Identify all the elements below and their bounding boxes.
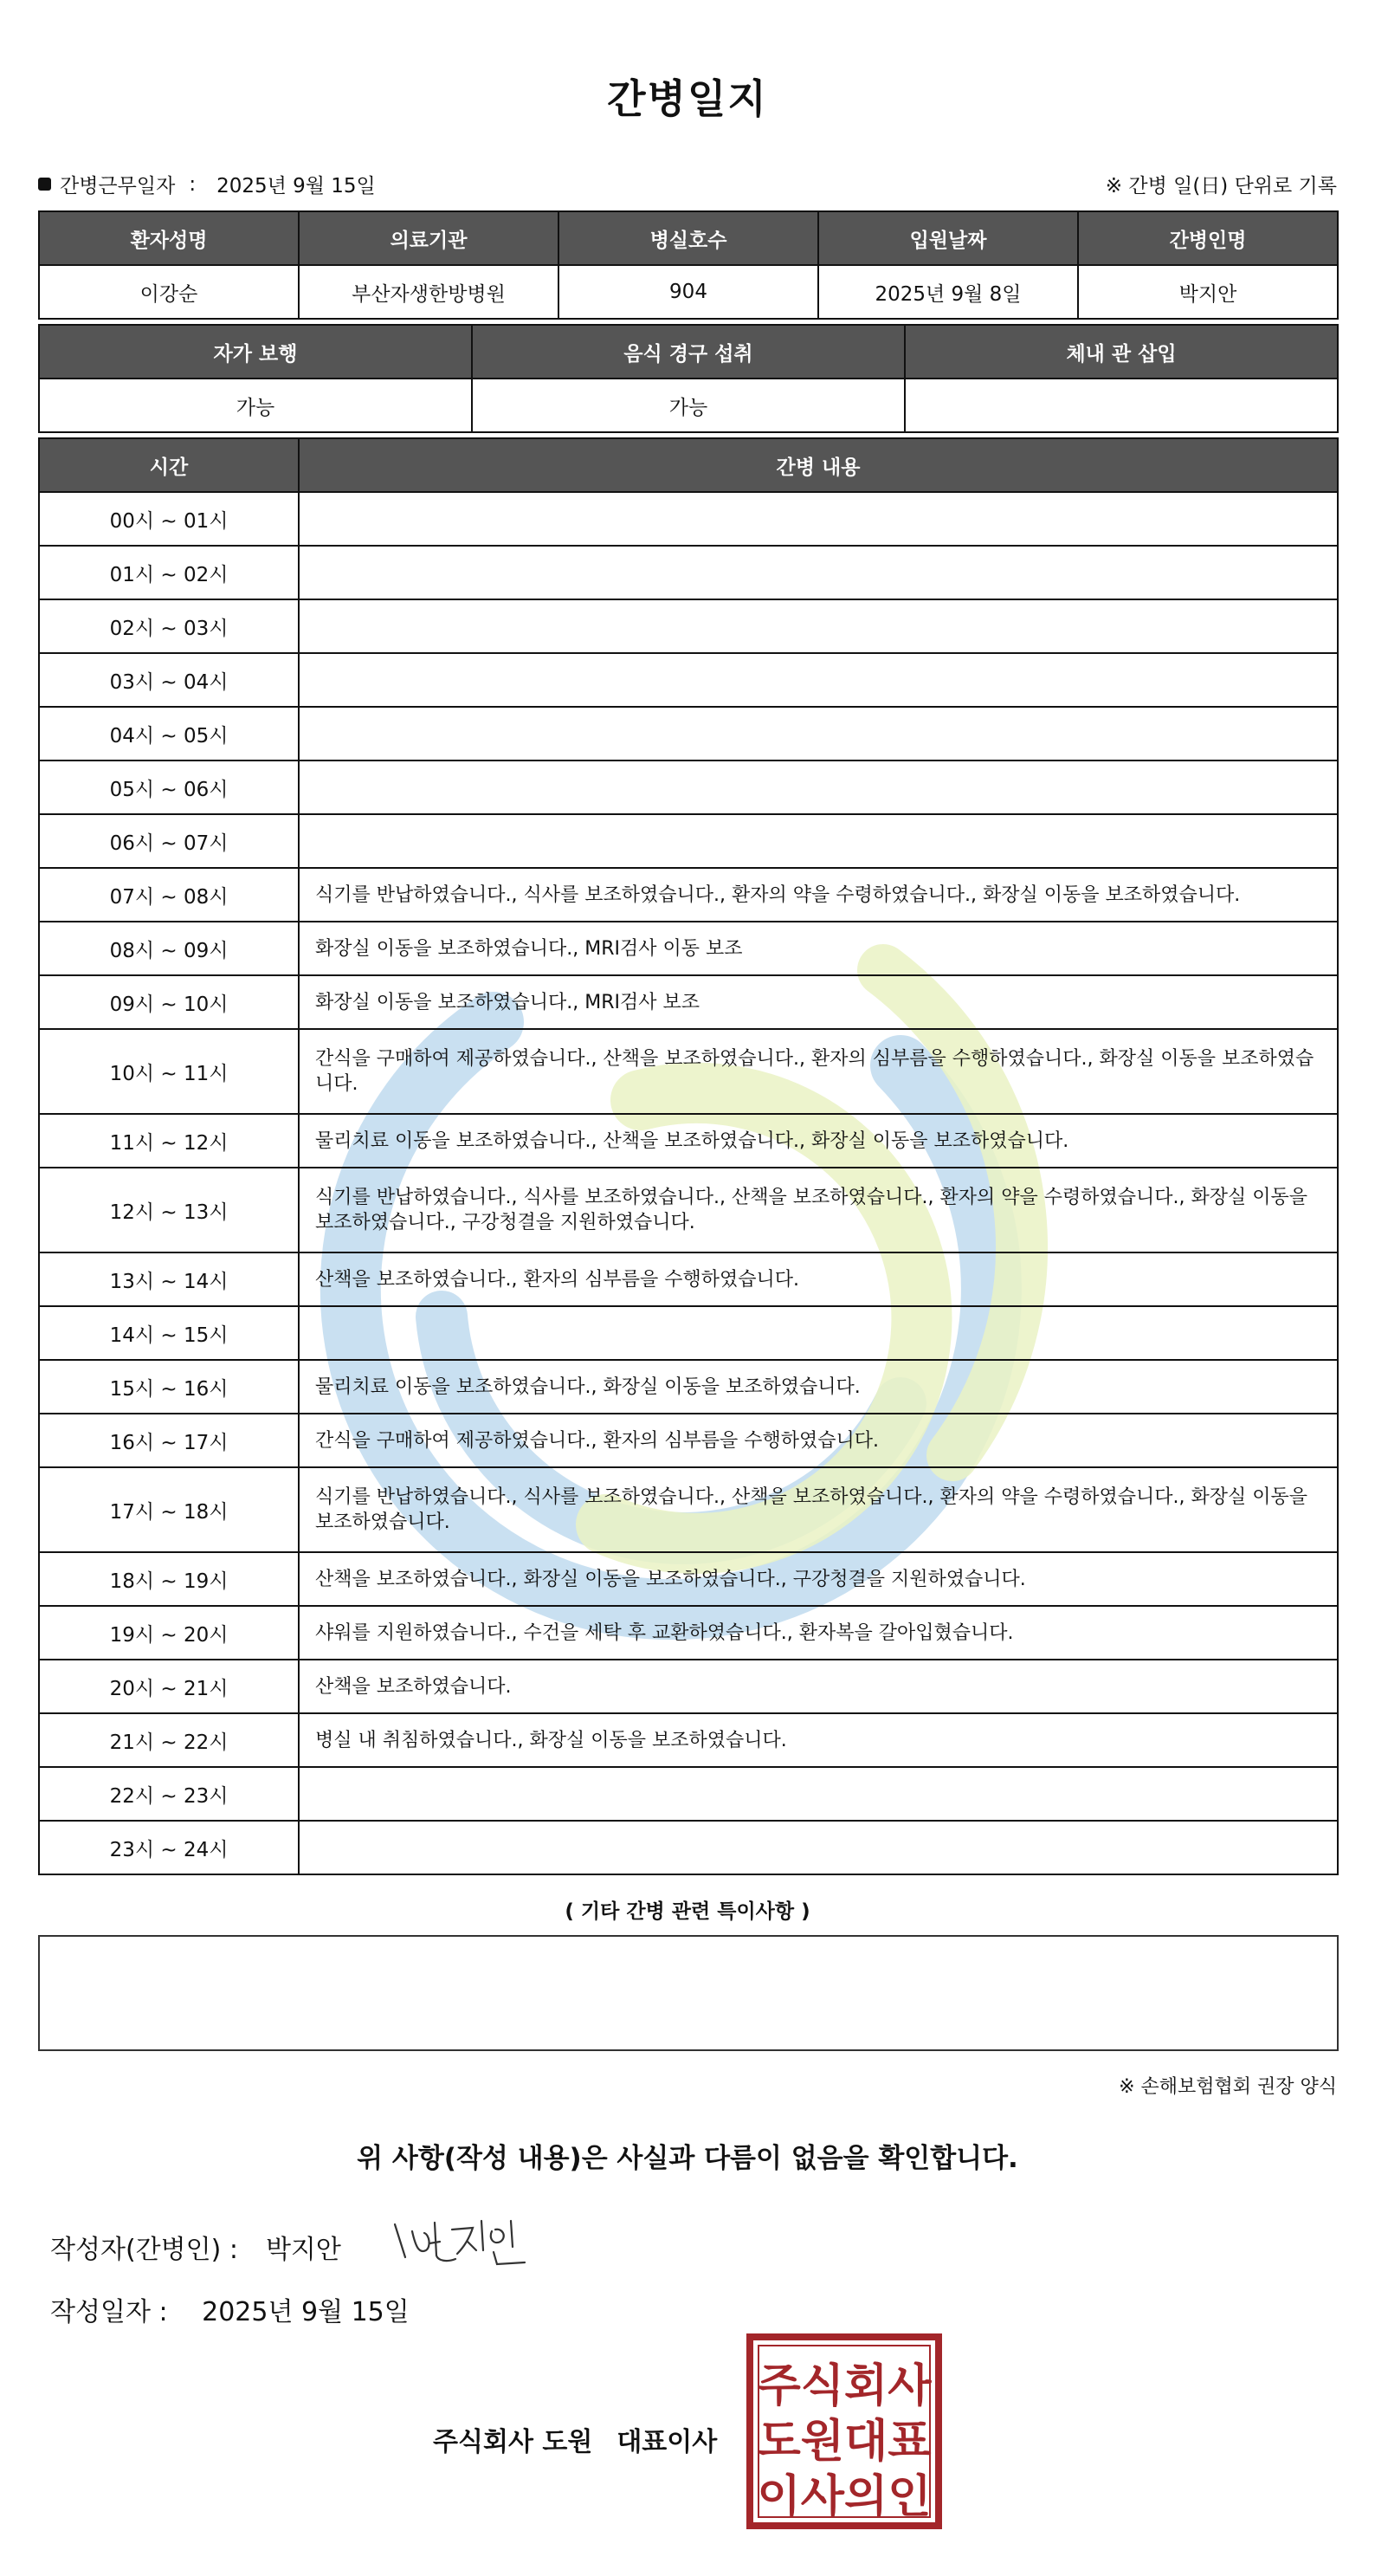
- table-row: [39, 1114, 1338, 1168]
- table-row: [39, 761, 1338, 814]
- time-cell: 12시 ~ 13시: [39, 1168, 299, 1252]
- table-row: [39, 1168, 1338, 1252]
- care-log-header-row: [39, 438, 1338, 492]
- care-log-table: [38, 437, 1339, 1875]
- header-oral-intake: 음식 경구 섭취: [472, 325, 905, 379]
- header-hospital: 의료기관: [299, 211, 558, 265]
- table-row: [39, 1821, 1338, 1874]
- content-cell: 산책을 보조하였습니다.: [299, 1660, 1338, 1713]
- time-cell: 16시 ~ 17시: [39, 1414, 299, 1467]
- content-cell: [299, 546, 1338, 599]
- content-cell: 간식을 구매하여 제공하였습니다., 산책을 보조하였습니다., 환자의 심부름을 수행하였습니다., 화장실 이동을 보조하였습니다.: [299, 1029, 1338, 1114]
- time-cell: 18시 ~ 19시: [39, 1552, 299, 1606]
- patient-info-value-row: [39, 265, 1338, 319]
- content-cell: 화장실 이동을 보조하였습니다., MRI검사 이동 보조: [299, 922, 1338, 975]
- content-cell: 물리치료 이동을 보조하였습니다., 산책을 보조하였습니다., 화장실 이동을 보조하였습니다.: [299, 1114, 1338, 1168]
- company-signature-line: [433, 2420, 717, 2458]
- content-cell: [299, 761, 1338, 814]
- seal-line-3: 이사의인: [757, 2471, 932, 2523]
- seal-line-2: 도원대표: [757, 2416, 932, 2468]
- header-tube-insertion: 체내 관 삽입: [905, 325, 1338, 379]
- time-cell: 14시 ~ 15시: [39, 1306, 299, 1360]
- handwritten-signature-icon: [386, 2212, 533, 2273]
- patient-info-table: [38, 210, 1339, 320]
- seal-line-1: 주식회사: [757, 2360, 932, 2412]
- header-self-walking: 자가 보행: [39, 325, 472, 379]
- table-row: [39, 653, 1338, 707]
- content-cell: 식기를 반납하였습니다., 식사를 보조하였습니다., 산책을 보조하였습니다., 환자의 약을 수령하였습니다., 화장실 이동을 보조하였습니다., 구강청결을 지원하였습니다.: [299, 1168, 1338, 1252]
- caregiver-name: 박지안: [1078, 265, 1338, 319]
- work-date-value: 2025년 9월 15일: [216, 175, 376, 197]
- table-row: [39, 1606, 1338, 1660]
- written-date-row: [50, 2290, 410, 2328]
- status-value-row: [39, 379, 1338, 432]
- patient-info-header-row: [39, 211, 1338, 265]
- table-row: [39, 975, 1338, 1029]
- admission-date: 2025년 9월 8일: [818, 265, 1078, 319]
- table-row: [39, 1360, 1338, 1414]
- company-seal-icon: [746, 2333, 942, 2529]
- time-cell: 06시 ~ 07시: [39, 814, 299, 868]
- content-cell: 식기를 반납하였습니다., 식사를 보조하였습니다., 환자의 약을 수령하였습니다., 화장실 이동을 보조하였습니다.: [299, 868, 1338, 922]
- table-row: [39, 1414, 1338, 1467]
- time-cell: 22시 ~ 23시: [39, 1767, 299, 1821]
- page-title: 간병일지: [607, 75, 768, 122]
- header-admission-date: 입원날짜: [818, 211, 1078, 265]
- company-title: 대표이사: [616, 2427, 718, 2457]
- table-row: [39, 1252, 1338, 1306]
- content-cell: 산책을 보조하였습니다., 화장실 이동을 보조하였습니다., 구강청결을 지원하였습니다.: [299, 1552, 1338, 1606]
- room-number: 904: [558, 265, 818, 319]
- time-cell: 00시 ~ 01시: [39, 492, 299, 546]
- table-row: [39, 492, 1338, 546]
- content-cell: [299, 1767, 1338, 1821]
- time-cell: 05시 ~ 06시: [39, 761, 299, 814]
- company-name: 주식회사 도원: [433, 2427, 593, 2457]
- content-cell: [299, 492, 1338, 546]
- content-cell: [299, 653, 1338, 707]
- table-row: [39, 922, 1338, 975]
- work-date-row: [38, 170, 376, 198]
- time-cell: 15시 ~ 16시: [39, 1360, 299, 1414]
- confirmation-statement: 위 사항(작성 내용)은 사실과 다름이 없음을 확인합니다.: [357, 2143, 1018, 2174]
- time-cell: 07시 ~ 08시: [39, 868, 299, 922]
- patient-name: 이강순: [39, 265, 299, 319]
- time-cell: 01시 ~ 02시: [39, 546, 299, 599]
- content-cell: 산책을 보조하였습니다., 환자의 심부름을 수행하였습니다.: [299, 1252, 1338, 1306]
- content-cell: 식기를 반납하였습니다., 식사를 보조하였습니다., 산책을 보조하였습니다., 환자의 약을 수령하였습니다., 화장실 이동을 보조하였습니다.: [299, 1467, 1338, 1552]
- time-cell: 10시 ~ 11시: [39, 1029, 299, 1114]
- table-row: [39, 1713, 1338, 1767]
- hospital-name: 부산자생한방병원: [299, 265, 558, 319]
- table-row: [39, 1552, 1338, 1606]
- time-cell: 23시 ~ 24시: [39, 1821, 299, 1874]
- author-label: 작성자(간병인) :: [50, 2235, 238, 2265]
- time-cell: 19시 ~ 20시: [39, 1606, 299, 1660]
- tube-insertion-value: [905, 379, 1338, 432]
- unit-note: ※ 간병 일(日) 단위로 기록: [1105, 175, 1337, 197]
- time-cell: 11시 ~ 12시: [39, 1114, 299, 1168]
- time-cell: 17시 ~ 18시: [39, 1467, 299, 1552]
- header-room-number: 병실호수: [558, 211, 818, 265]
- table-row: [39, 1467, 1338, 1552]
- work-date-separator: :: [189, 172, 197, 196]
- header-time: 시간: [39, 438, 299, 492]
- author-name: 박지안: [265, 2235, 341, 2265]
- written-date-value: 2025년 9월 15일: [202, 2297, 410, 2327]
- time-cell: 13시 ~ 14시: [39, 1252, 299, 1306]
- table-row: [39, 868, 1338, 922]
- care-log-body: [39, 492, 1338, 1874]
- square-bullet-icon: [38, 178, 51, 191]
- content-cell: [299, 814, 1338, 868]
- self-walking-value: 가능: [39, 379, 472, 432]
- table-row: [39, 1660, 1338, 1713]
- time-cell: 02시 ~ 03시: [39, 599, 299, 653]
- table-row: [39, 1029, 1338, 1114]
- time-cell: 08시 ~ 09시: [39, 922, 299, 975]
- time-cell: 03시 ~ 04시: [39, 653, 299, 707]
- insurance-note: ※ 손해보험협회 권장 양식: [1119, 2076, 1337, 2098]
- header-care-content: 간병 내용: [299, 438, 1338, 492]
- content-cell: 간식을 구매하여 제공하였습니다., 환자의 심부름을 수행하였습니다.: [299, 1414, 1338, 1467]
- special-notes-box: [38, 1935, 1339, 2051]
- content-cell: [299, 1306, 1338, 1360]
- time-cell: 20시 ~ 21시: [39, 1660, 299, 1713]
- time-cell: 04시 ~ 05시: [39, 707, 299, 761]
- content-cell: 화장실 이동을 보조하였습니다., MRI검사 보조: [299, 975, 1338, 1029]
- patient-status-table: [38, 324, 1339, 433]
- table-row: [39, 1306, 1338, 1360]
- content-cell: [299, 707, 1338, 761]
- table-row: [39, 599, 1338, 653]
- author-row: [50, 2228, 341, 2266]
- work-date-label: 간병근무일자: [60, 175, 176, 197]
- content-cell: [299, 599, 1338, 653]
- time-cell: 21시 ~ 22시: [39, 1713, 299, 1767]
- special-notes-title: ( 기타 간병 관련 특이사항 ): [565, 1900, 810, 1923]
- table-row: [39, 546, 1338, 599]
- header-patient-name: 환자성명: [39, 211, 299, 265]
- table-row: [39, 707, 1338, 761]
- content-cell: 물리치료 이동을 보조하였습니다., 화장실 이동을 보조하였습니다.: [299, 1360, 1338, 1414]
- content-cell: 병실 내 취침하였습니다., 화장실 이동을 보조하였습니다.: [299, 1713, 1338, 1767]
- header-caregiver-name: 간병인명: [1078, 211, 1338, 265]
- written-date-label: 작성일자 :: [50, 2297, 168, 2327]
- content-cell: 샤워를 지원하였습니다., 수건을 세탁 후 교환하였습니다., 환자복을 갈아입혔습니다.: [299, 1606, 1338, 1660]
- oral-intake-value: 가능: [472, 379, 905, 432]
- content-cell: [299, 1821, 1338, 1874]
- time-cell: 09시 ~ 10시: [39, 975, 299, 1029]
- status-header-row: [39, 325, 1338, 379]
- table-row: [39, 1767, 1338, 1821]
- table-row: [39, 814, 1338, 868]
